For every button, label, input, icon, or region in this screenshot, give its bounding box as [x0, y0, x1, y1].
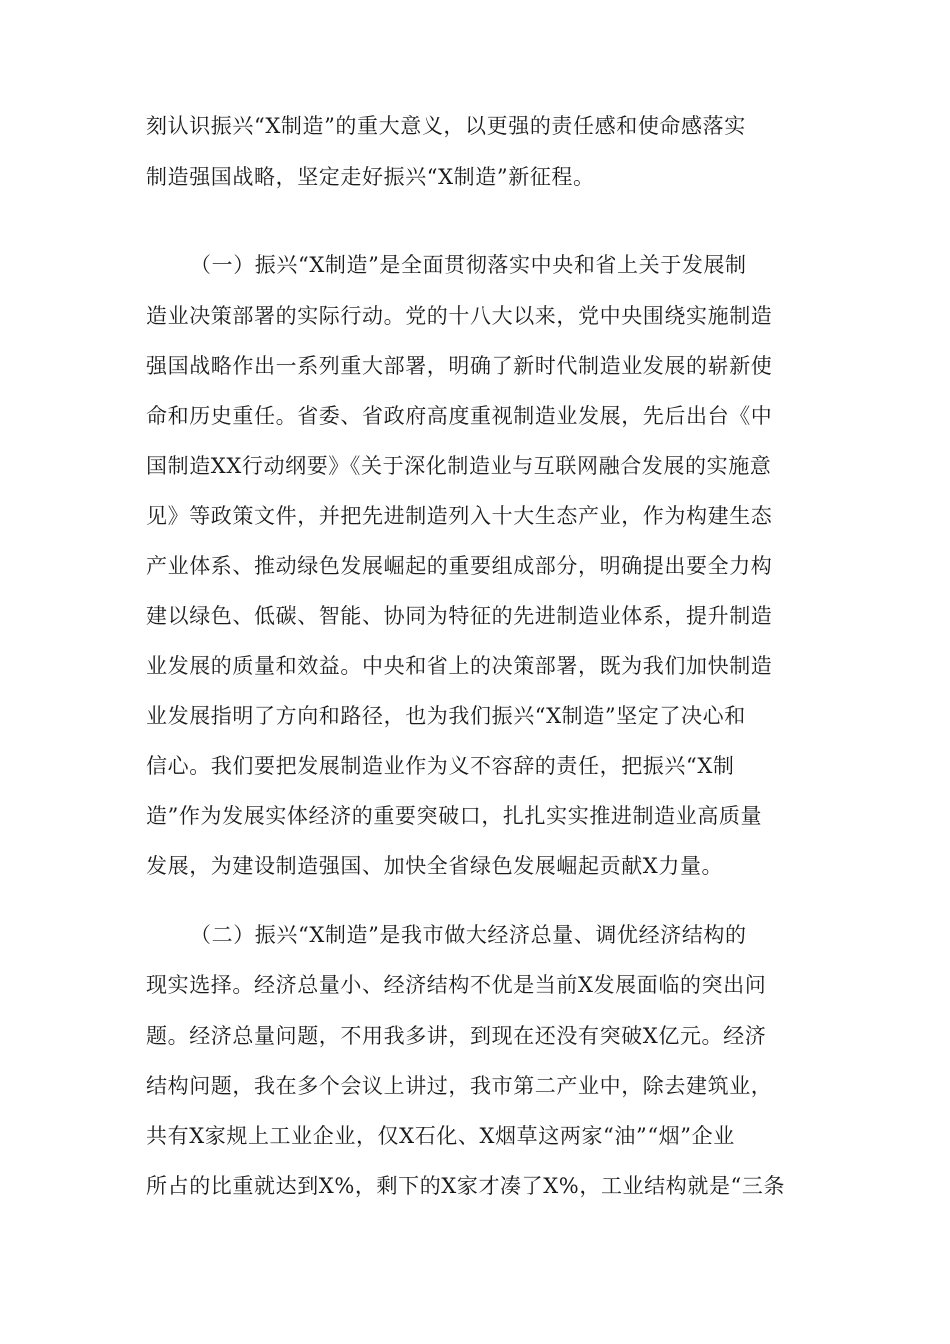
- text-line: 信心。我们要把发展制造业作为义不容辞的责任，把振兴“X制: [146, 754, 735, 778]
- text-line: 造业决策部署的实际行动。党的十八大以来，党中央围绕实施制造: [146, 304, 773, 328]
- text-line: 见》等政策文件，并把先进制造列入十大生态产业，作为构建生态: [146, 504, 773, 528]
- text-line: 业发展的质量和效益。中央和省上的决策部署，既为我们加快制造: [146, 654, 773, 678]
- text-line: （一）振兴“X制造”是全面贯彻落实中央和省上关于发展制: [190, 253, 747, 277]
- text-line: 国制造XX行动纲要》《关于深化制造业与互联网融合发展的实施意: [146, 454, 772, 478]
- text-line: 命和历史重任。省委、省政府高度重视制造业发展，先后出台《中: [146, 404, 773, 428]
- text-line: 刻认识振兴“X制造”的重大意义，以更强的责任感和使命感落实: [146, 114, 746, 138]
- text-line: 共有X家规上工业企业，仅X石化、X烟草这两家“油”“烟”企业: [146, 1124, 735, 1148]
- text-line: 产业体系、推动绿色发展崛起的重要组成部分，明确提出要全力构: [146, 554, 773, 578]
- text-line: 现实选择。经济总量小、经济结构不优是当前X发展面临的突出问: [146, 973, 767, 997]
- text-line: 所占的比重就达到X%，剩下的X家才凑了X%，工业结构就是“三条: [146, 1174, 786, 1198]
- text-line: 强国战略作出一系列重大部署，明确了新时代制造业发展的崭新使: [146, 354, 773, 378]
- text-line: 发展，为建设制造强国、加快全省绿色发展崛起贡献X力量。: [146, 854, 724, 878]
- text-line: 题。经济总量问题，不用我多讲，到现在还没有突破X亿元。经济: [146, 1024, 767, 1048]
- text-line: 业发展指明了方向和路径，也为我们振兴“X制造”坚定了决心和: [146, 704, 746, 728]
- text-line: 建以绿色、低碳、智能、协同为特征的先进制造业体系，提升制造: [146, 604, 773, 628]
- text-line: 结构问题，我在多个会议上讲过，我市第二产业中，除去建筑业，: [146, 1074, 773, 1098]
- text-line: （二）振兴“X制造”是我市做大经济总量、调优经济结构的: [190, 923, 747, 947]
- text-line: 造”作为发展实体经济的重要突破口，扎扎实实推进制造业高质量: [146, 804, 763, 828]
- text-line: 制造强国战略，坚定走好振兴“X制造”新征程。: [146, 165, 595, 189]
